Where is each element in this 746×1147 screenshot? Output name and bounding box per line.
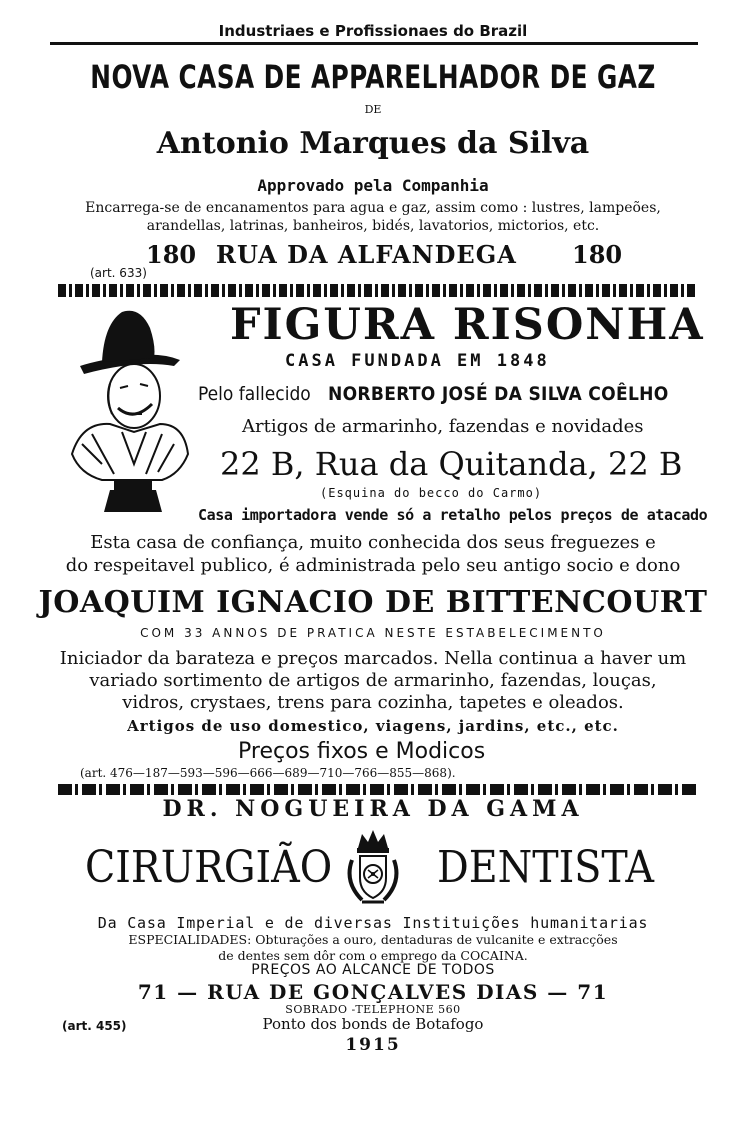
ad2-articles: Artigos de armarinho, fazendas e novidades [242,416,644,437]
ad2-prices: Preços fixos e Modicos [238,739,486,764]
ad3-bonds: Ponto dos bonds de Botafogo [262,1015,484,1033]
smiling-bust-illustration [62,304,194,514]
ad2-domestic: Artigos de uso domestico, viagens, jardins, etc., etc. [127,717,619,735]
ad3-specialties-line2: de dentes sem dôr com o emprego da COCAINA. [218,948,528,963]
ad2-importer: Casa importadora vende só a retalho pelos preços de atacado [198,506,708,524]
ad1-line1: Encarrega-se de encanamentos para agua e gaz, assim como : lustres, lampeões, [85,200,661,216]
ad1-number-right: 180 [572,240,623,269]
decorative-border-middle [58,784,698,795]
ad3-reach: PREÇOS AO ALCANCE DE TODOS [251,962,495,978]
ad3-year: 1915 [345,1035,401,1055]
running-head: Industriaes e Profissionaes do Brazil [218,22,528,40]
ad1-owner: Antonio Marques da Silva [156,126,590,161]
ad3-right-word: DENTISTA [437,842,655,893]
ad2-body-line3: vidros, crystaes, trens para cozinha, tapetes e oleados. [122,692,624,713]
ad1-art: (art. 633) [90,266,147,280]
ad1-title: NOVA CASA DE APPARELHADOR DE GAZ [90,58,656,96]
ad1-street: RUA DA ALFANDEGA [216,240,517,269]
ad2-trust-line1: Esta casa de confiança, muito conhecida dos seus freguezes e [90,532,656,553]
ad3-doctor: DR. NOGUEIRA DA GAMA [162,796,584,822]
ad2-body-line2: variado sortimento de artigos de armarinho, fazendas, louças, [89,670,657,691]
ad2-art: (art. 476—187—593—596—666—689—710—766—855—868). [80,766,456,780]
ad2-body-line1: Iniciador da barateza e preços marcados. Nella continua a haver um [59,648,687,669]
ad1-line2: arandellas, latrinas, banheiros, bidés, lavatorios, mictorios, etc. [146,218,600,234]
ad3-phone: SOBRADO -TELEPHONE 560 [285,1003,461,1016]
ad2-by-name: NORBERTO JOSÉ DA SILVA COÊLHO [328,383,669,405]
ad2-title: FIGURA RISONHA [230,300,705,350]
ad1-de: DE [364,103,382,116]
ad2-founded: CASA FUNDADA EM 1848 [285,351,550,371]
ad3-specialties-line1: ESPECIALIDADES: Obturações a ouro, dentaduras de vulcanite e extracções [128,932,618,947]
header-rule [50,42,698,45]
ad2-trust-line2: do respeitavel publico, é administrada pelo seu antigo socio e dono [65,555,681,576]
ad3-street: 71 — RUA DE GONÇALVES DIAS — 71 [137,980,609,1004]
ad2-by-prefix: Pelo fallecido [198,383,311,405]
ad2-manager: JOAQUIM IGNACIO DE BITTENCOURT [38,585,708,620]
ad2-address: 22 B, Rua da Quitanda, 22 B [220,445,683,483]
decorative-border-top [58,284,698,297]
ad1-approved: Approvado pela Companhia [257,176,489,195]
ad3-art: (art. 455) [62,1019,127,1033]
ad3-left-word: CIRURGIÃO [85,842,333,893]
imperial-coat-of-arms-icon [342,826,404,908]
ad2-corner: (Esquina do becco do Carmo) [320,486,543,500]
ad1-number-left: 180 [146,240,197,269]
ad2-practice: COM 33 ANNOS DE PRATICA NESTE ESTABELECIMENTO [140,626,606,640]
ad3-house: Da Casa Imperial e de diversas Instituições humanitarias [97,914,649,932]
